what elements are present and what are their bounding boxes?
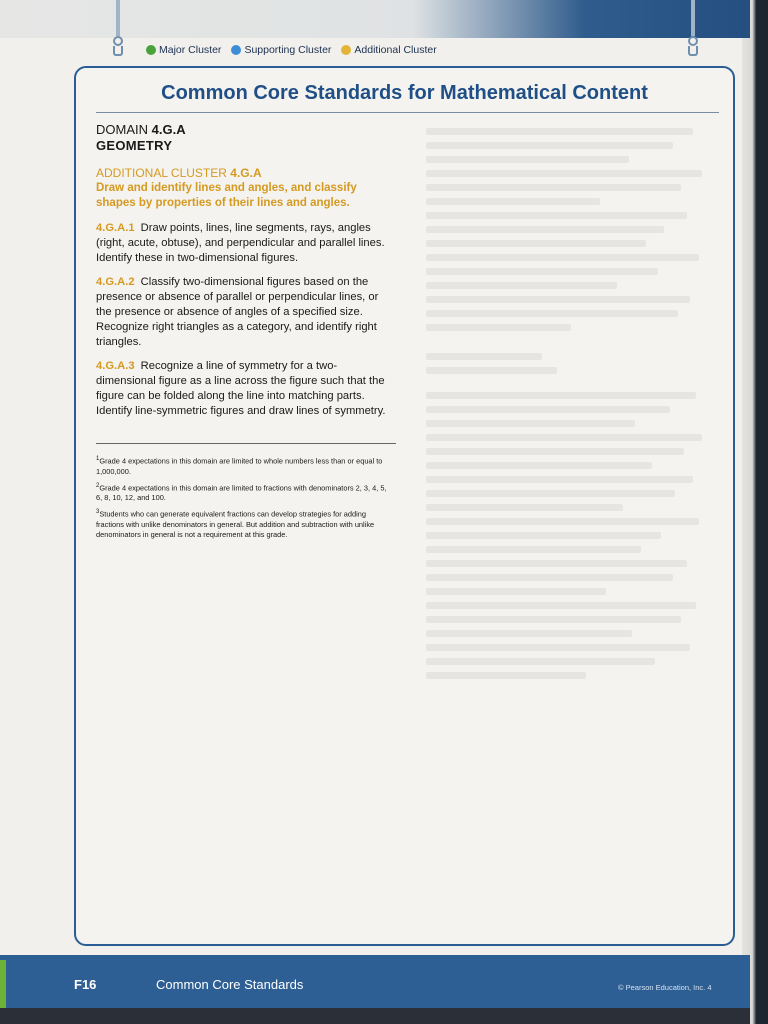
green-dot-icon (146, 45, 156, 55)
copyright: © Pearson Education, Inc. 4 (618, 983, 712, 992)
standard-item: 4.G.A.2 Classify two-dimensional figures based on the presence or absence of parallel or perpendicular lines, or the presence or absence of angles of a specified size. Recognize right triangles as a category, and identify right triangles. (96, 275, 379, 349)
footnote: $^3$Students who can generate equivalent fractions can develop strategies for adding fractions with unlike denominators in general. But addition and subtraction with unlike denominators in general is not a requirement at this grade. (96, 509, 375, 539)
legend-supporting: Supporting Cluster (231, 44, 331, 56)
footer-title: Common Core Standards (156, 977, 304, 992)
binder-ring-left (113, 0, 123, 58)
page-title: Common Core Standards for Mathematical Content (161, 82, 648, 104)
standard-item: 4.G.A.1 Draw points, lines, line segments, rays, angles (right, acute, obtuse), and perpendicular and parallel lines. Identify these in two-dimensional figures. (96, 222, 385, 265)
legend-major: Major Cluster (146, 44, 221, 56)
page-number: F16 (74, 977, 97, 992)
title-divider (96, 112, 719, 113)
footnote: $^1$Grade 4 expectations in this domain are limited to whole numbers less than or equal to 1,000,000. (96, 456, 383, 476)
cluster-heading: ADDITIONAL CLUSTER 4.G.A (96, 166, 262, 180)
book-edge (742, 0, 768, 1024)
cluster-legend (146, 44, 437, 56)
standards-column (96, 122, 396, 544)
domain-heading: DOMAIN 4.G.A (96, 122, 186, 137)
standard-item: 4.G.A.3 Recognize a line of symmetry for a two-dimensional figure as a line across the figure such that the figure can be folded along the line into matching parts. Identify line-symmetric figures and draw lines of symmetry. (96, 359, 386, 418)
content-frame (74, 66, 735, 946)
footnote-divider (96, 443, 396, 444)
footer-shadow (0, 1008, 750, 1024)
binder-ring-right (688, 0, 698, 58)
blue-dot-icon (231, 45, 241, 55)
footnotes (96, 454, 392, 539)
cluster-description: Draw and identify lines and angles, and classify shapes by properties of their lines and angles. (96, 182, 357, 209)
show-through-text (426, 128, 716, 686)
yellow-dot-icon (341, 45, 351, 55)
legend-additional: Additional Cluster (341, 44, 436, 56)
footnote: $^2$Grade 4 expectations in this domain are limited to fractions with denominators 2, 3, 4, 5, 6, 8, 10, 12, and 100. (96, 482, 387, 503)
domain-name: GEOMETRY (96, 138, 173, 153)
